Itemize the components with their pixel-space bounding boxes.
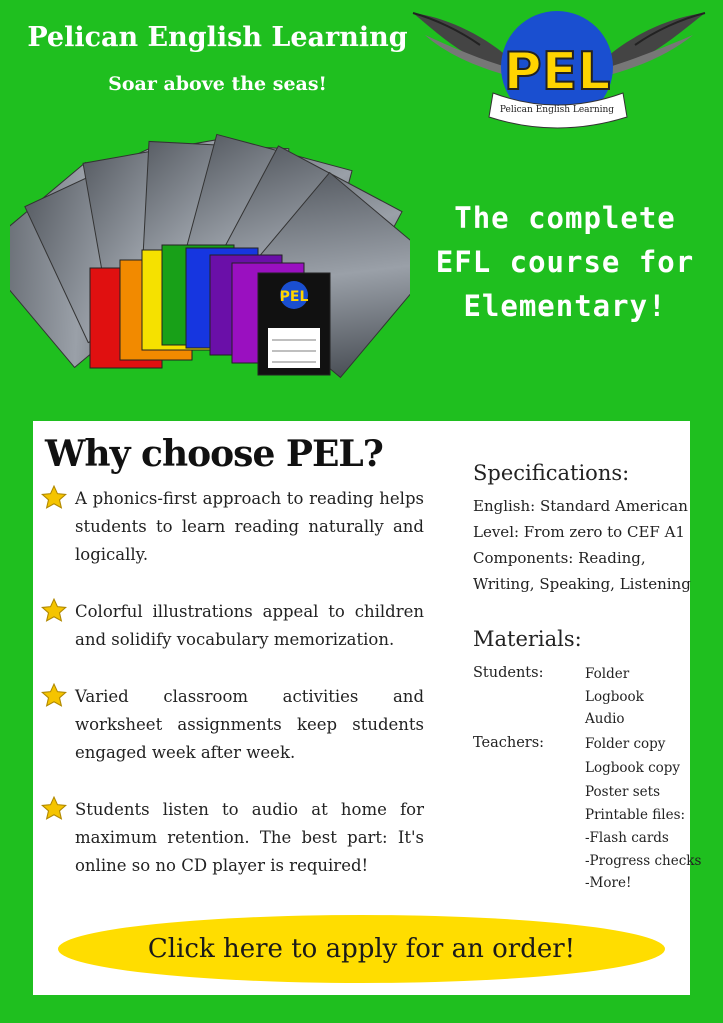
reason-text: Students listen to audio at home for maximum retention. The best part: It's online so no CD player is required! xyxy=(75,800,424,875)
info-panel xyxy=(33,421,702,995)
teacher-material: Poster sets xyxy=(585,784,661,800)
left-wing-icon xyxy=(413,13,515,77)
teacher-material: -More! xyxy=(585,875,632,891)
star-icon xyxy=(41,683,67,709)
teachers-label: Teachers: xyxy=(473,735,545,751)
logbook-covers xyxy=(90,245,330,375)
spec-line: English: Standard American xyxy=(473,497,688,515)
materials-heading: Materials: xyxy=(473,627,582,651)
logo-ribbon-text: Pelican English Learning xyxy=(499,105,615,115)
teacher-material: -Progress checks xyxy=(585,853,702,869)
spec-line: Writing, Speaking, Listening xyxy=(473,575,691,593)
headline xyxy=(420,196,710,328)
star-icon xyxy=(41,598,67,624)
book-stack-illustration xyxy=(10,130,410,390)
teacher-material: Folder copy xyxy=(585,736,666,752)
brand-title: Pelican English Learning xyxy=(27,22,408,53)
logo-letters: PEL xyxy=(503,42,611,102)
spec-line: Level: From zero to CEF A1 xyxy=(473,523,685,541)
headline-line-2: EFL course for xyxy=(435,245,695,279)
headline-line-3: Elementary! xyxy=(463,289,667,323)
book-cover-logo: PEL xyxy=(279,289,309,305)
right-wing-icon xyxy=(600,13,705,77)
reason-text: A phonics-first approach to reading helps students to learn reading naturally and logically. xyxy=(75,489,424,564)
teacher-material: Logbook copy xyxy=(585,760,681,776)
teacher-material: Printable files: xyxy=(585,807,686,823)
headline-line-1: The complete xyxy=(454,201,676,235)
pel-logo xyxy=(405,5,710,140)
students-label: Students: xyxy=(473,665,544,681)
reason-text: Colorful illustrations appeal to children and solidify vocabulary memorization. xyxy=(75,602,424,649)
reason-text: Varied classroom activities and worksheet assignments keep students engaged week after week. xyxy=(75,687,424,762)
star-icon xyxy=(41,796,67,822)
student-material: Folder xyxy=(585,666,630,682)
specifications-heading: Specifications: xyxy=(473,461,630,485)
why-title: Why choose PEL? xyxy=(45,433,383,475)
brand-tagline: Soar above the seas! xyxy=(108,73,327,95)
star-icon xyxy=(41,485,67,511)
apply-order-button[interactable]: Click here to apply for an order! xyxy=(58,915,665,983)
spec-line: Components: Reading, xyxy=(473,549,646,567)
student-material: Logbook xyxy=(585,689,644,705)
student-material: Audio xyxy=(585,711,625,727)
teacher-material: -Flash cards xyxy=(585,830,669,846)
